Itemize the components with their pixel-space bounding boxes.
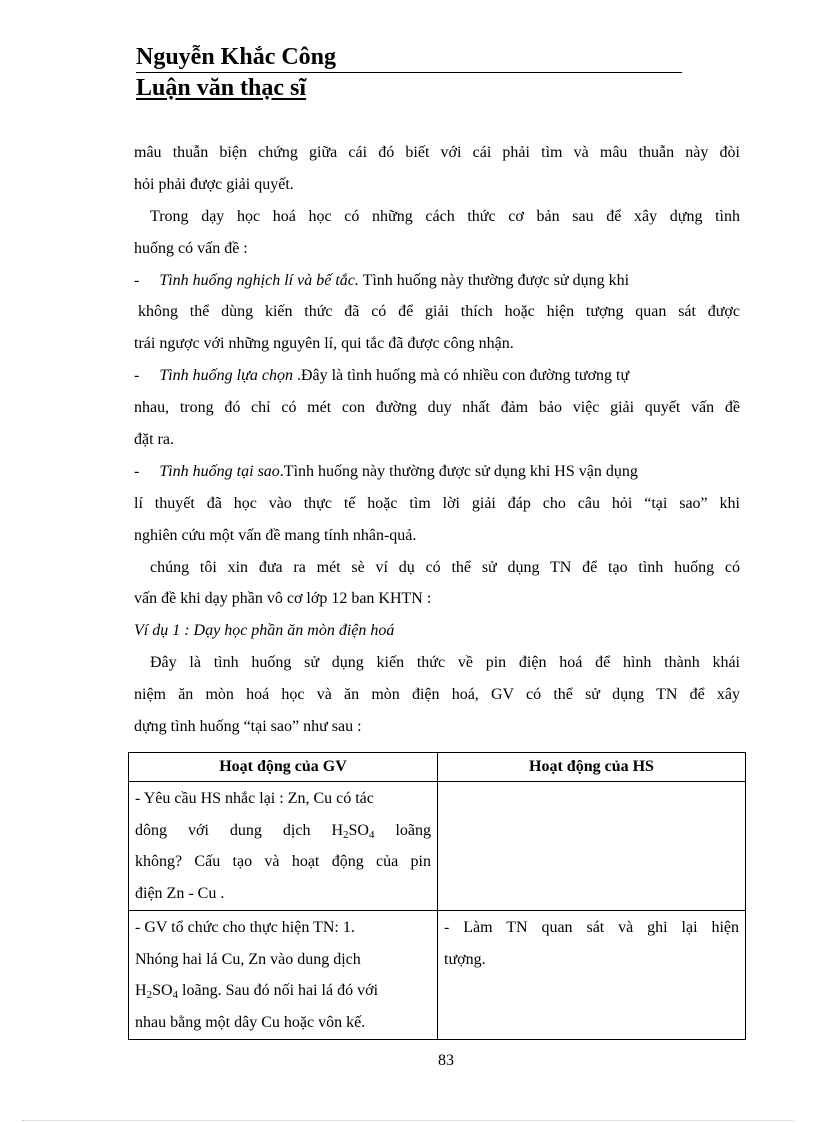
paragraph-line: hỏi phải được giải quyết. bbox=[134, 175, 294, 193]
paragraph-line: đặt ra. bbox=[134, 431, 174, 449]
bullet-text: .Đây là tình huống mà có nhiều con đường tương tự bbox=[292, 367, 630, 385]
page-header bbox=[136, 42, 682, 103]
document-type-text: Luận văn thạc sĩ bbox=[136, 75, 307, 101]
bullet-title: Tình huống nghịch lí và bế tắc. bbox=[159, 271, 359, 289]
bullet-text: Tình huống này thường được sử dụng khi bbox=[358, 271, 630, 289]
gv-cell bbox=[129, 911, 438, 1040]
hs-cell bbox=[438, 911, 746, 1040]
page-bottom-divider bbox=[22, 1120, 794, 1121]
cell-line: $H_2SO_4$ loãng. Sau đó nối hai lá đó với bbox=[135, 982, 379, 1001]
bullet-text: .Tình huống này thường được sử dụng khi HS vận dụng bbox=[279, 462, 638, 480]
paragraph-line: lí thuyết đã học vào thực tế hoặc tìm lời giải đáp cho câu hỏi “tại sao” khi bbox=[134, 494, 740, 512]
bullet-dash: - bbox=[134, 462, 140, 480]
cell-line: tượng. bbox=[444, 950, 486, 968]
paragraph-line: dựng tình huống “tại sao” như sau : bbox=[134, 718, 362, 736]
paragraph-line: nghiên cứu một vấn đề mang tính nhân-quả. bbox=[134, 526, 417, 544]
author-name: Nguyễn Khắc Công bbox=[136, 42, 682, 73]
paragraph-line: niệm ăn mòn hoá học và ăn mòn điện hoá, GV có thể sử dụng TN để xây bbox=[134, 686, 740, 704]
example-heading: Ví dụ 1 : Dạy học phần ăn mòn điện hoá bbox=[134, 622, 395, 640]
gv-cell bbox=[129, 782, 438, 911]
paragraph-line: Trong dạy học hoá học có những cách thức cơ bản sau để xây dựng tình bbox=[150, 207, 740, 225]
paragraph-line: huống có vấn đề : bbox=[134, 239, 248, 257]
paragraph-line: chúng tôi xin đưa ra mét sè ví dụ có thể sử dụng TN để tạo tình huống có bbox=[150, 558, 740, 576]
activity-table bbox=[128, 752, 746, 1040]
bullet-line bbox=[134, 265, 740, 297]
cell-line: - Yêu cầu HS nhắc lại : Zn, Cu có tác bbox=[135, 790, 374, 807]
table-header-row bbox=[129, 753, 746, 782]
document-type bbox=[136, 73, 682, 103]
cell-line: - GV tổ chức cho thực hiện TN: 1. bbox=[135, 919, 355, 936]
document-body bbox=[134, 137, 740, 743]
hs-cell bbox=[438, 782, 746, 911]
paragraph-line: không thể dùng kiến thức đã có để giải thích hoặc hiện tượng quan sát được bbox=[138, 303, 740, 321]
bullet-line bbox=[134, 456, 740, 488]
cell-line: nhau bằng một dây Cu hoặc vôn kế. bbox=[135, 1013, 366, 1031]
cell-line: dông với dung dịch $H_2SO_4$ loãng bbox=[135, 821, 431, 841]
column-header-gv: Hoạt động của GV bbox=[129, 753, 438, 782]
column-header-hs: Hoạt động của HS bbox=[438, 753, 746, 782]
bullet-line bbox=[134, 360, 740, 392]
paragraph-line: nhau, trong đó chỉ có mét con đường duy nhất đảm bảo việc giải quyết vấn đề bbox=[134, 399, 740, 417]
paragraph-line: vấn đề khi dạy phần vô cơ lớp 12 ban KHTN : bbox=[134, 590, 432, 608]
bullet-title: Tình huống lựa chọn bbox=[159, 367, 293, 385]
cell-line: không? Cấu tạo và hoạt động của pin bbox=[135, 853, 431, 870]
paragraph-line: mâu thuẫn biện chứng giữa cái đó biết với cái phải tìm và mâu thuẫn này đòi bbox=[134, 144, 740, 161]
paragraph-line: Đây là tình huống sử dụng kiến thức về pin điện hoá để hình thành khái bbox=[150, 654, 740, 672]
bullet-dash: - bbox=[134, 271, 140, 289]
cell-line: Nhóng hai lá Cu, Zn vào dung dịch bbox=[135, 950, 361, 968]
table-row bbox=[129, 911, 746, 1040]
cell-line: - Làm TN quan sát và ghi lại hiện bbox=[444, 919, 739, 936]
bullet-title: Tình huống tại sao bbox=[159, 462, 280, 480]
table-row bbox=[129, 782, 746, 911]
page-number: 83 bbox=[438, 1052, 454, 1069]
paragraph-line: trái ngược với những nguyên lí, qui tắc đã được công nhận. bbox=[134, 335, 514, 353]
cell-line: điện Zn - Cu . bbox=[135, 884, 225, 902]
bullet-dash: - bbox=[134, 367, 140, 385]
